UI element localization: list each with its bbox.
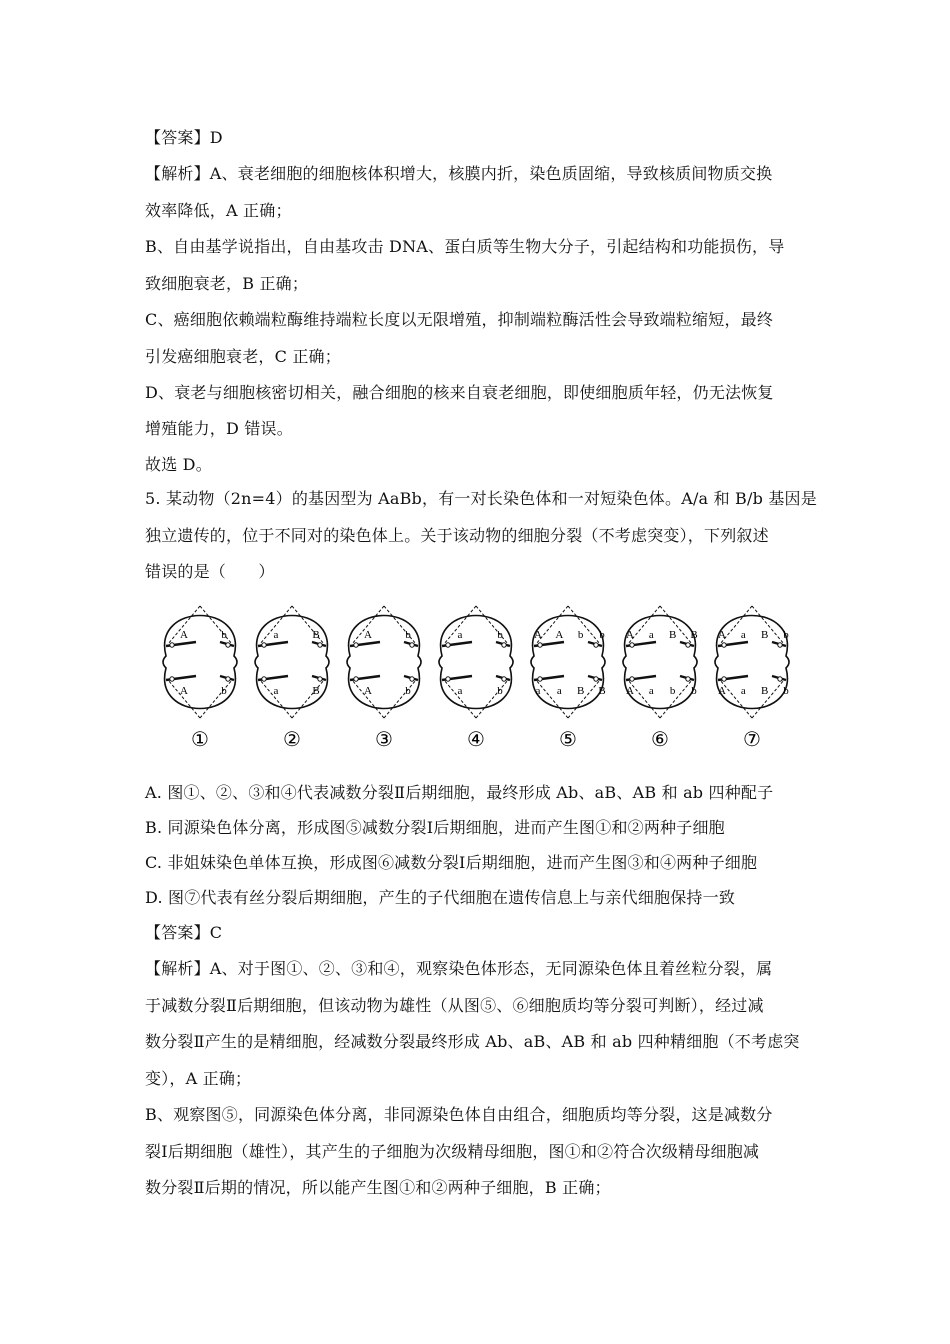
- centromere: [778, 677, 782, 681]
- gene-label: b: [691, 685, 697, 697]
- gene-label: A: [180, 685, 188, 697]
- gene-label: A: [364, 685, 372, 697]
- cell-division-figure: [150, 600, 810, 750]
- gene-label: A: [626, 685, 634, 697]
- figure-number: ①: [191, 727, 209, 750]
- figure-number: ②: [283, 727, 301, 750]
- cell-3: [347, 606, 421, 750]
- gene-label: b: [783, 685, 789, 697]
- cell-4: [439, 606, 513, 750]
- gene-label: b: [497, 629, 503, 641]
- figure-number: ④: [467, 727, 485, 750]
- gene-label: B: [312, 685, 320, 697]
- question-5-line-2: 独立遗传的，位于不同对的染色体上。关于该动物的细胞分裂（不考虑突变），下列叙述: [145, 526, 769, 545]
- spindle-fibers: [628, 606, 692, 718]
- gene-label: A: [626, 629, 634, 641]
- centromere: [170, 677, 174, 681]
- option-b: B. 同源染色体分离，形成图⑤减数分裂Ⅰ后期细胞，进而产生图①和②两种子细胞: [145, 818, 725, 837]
- gene-label: a: [457, 685, 463, 697]
- centromere: [410, 643, 414, 647]
- analysis-2-line-1: 【解析】A、对于图①、②、③和④，观察染色体形态，无同源染色体且着丝粒分裂，属: [145, 959, 773, 978]
- spindle-fibers: [352, 606, 416, 718]
- spindle-fibers: [720, 606, 784, 718]
- centromere: [262, 677, 266, 681]
- question-5-line-3: 错误的是（ ）: [145, 562, 275, 581]
- gene-label: b: [577, 629, 584, 641]
- question-5-line-1: 5. 某动物（2n=4）的基因型为 AaBb，有一对长染色体和一对短染色体。A/a 和 B/b 基因是: [145, 489, 817, 508]
- analysis-1-line-7: D、衰老与细胞核密切相关，融合细胞的核来自衰老细胞，即使细胞质年轻，仍无法恢复: [145, 383, 774, 402]
- gene-label: b: [669, 685, 676, 697]
- gene-label: A: [718, 685, 726, 697]
- analysis-2-line-5: B、观察图⑤，同源染色体分离，非同源染色体自由组合，细胞质均等分裂，这是减数分: [145, 1105, 773, 1124]
- centromere: [502, 677, 506, 681]
- gene-label: B: [312, 629, 320, 641]
- gene-label: a: [273, 629, 279, 641]
- cell-1: [163, 606, 237, 750]
- centromere: [722, 677, 726, 681]
- gene-label: A: [718, 629, 726, 641]
- cell-2: [255, 606, 329, 750]
- option-d: D. 图⑦代表有丝分裂后期细胞，产生的子代细胞在遗传信息上与亲代细胞保持一致: [145, 888, 736, 907]
- analysis-1-line-3: B、自由基学说指出，自由基攻击 DNA、蛋白质等生物大分子，引起结构和功能损伤，导: [145, 237, 785, 256]
- centromere: [354, 677, 358, 681]
- gene-label: A: [534, 629, 542, 641]
- spindle-fibers: [444, 606, 508, 718]
- centromere: [446, 643, 450, 647]
- option-a: A. 图①、②、③和④代表减数分裂Ⅱ后期细胞，最终形成 Ab、aB、AB 和 ab 四种配子: [145, 783, 774, 802]
- gene-label: b: [405, 685, 411, 697]
- gene-label: b: [783, 629, 789, 641]
- centromere: [410, 677, 414, 681]
- cell-membrane: [623, 616, 697, 709]
- gene-label: A: [364, 629, 372, 641]
- centromere: [502, 643, 506, 647]
- centromere: [686, 677, 690, 681]
- gene-label: b: [599, 629, 605, 641]
- centromere: [630, 643, 634, 647]
- gene-label: a: [535, 685, 541, 697]
- centromere: [594, 677, 598, 681]
- cell-membrane: [715, 616, 789, 709]
- spindle-fibers: [536, 606, 600, 718]
- gene-label: a: [740, 685, 746, 697]
- cell-7: [715, 606, 789, 750]
- centromere: [262, 643, 266, 647]
- gene-label: B: [760, 629, 769, 641]
- centromere: [538, 677, 542, 681]
- cell-membrane: [531, 616, 605, 709]
- centromere: [354, 643, 358, 647]
- gene-label: a: [648, 629, 654, 641]
- analysis-1-line-9: 故选 D。: [145, 455, 212, 474]
- gene-label: b: [221, 629, 227, 641]
- option-c: C. 非姐妹染色单体互换，形成图⑥减数分裂Ⅰ后期细胞，进而产生图③和④两种子细胞: [145, 853, 758, 872]
- gene-label: a: [457, 629, 463, 641]
- answer-label-1: 【答案】D: [145, 128, 223, 147]
- gene-label: A: [180, 629, 188, 641]
- gene-label: a: [556, 685, 562, 697]
- centromere: [630, 677, 634, 681]
- analysis-1-line-8: 增殖能力，D 错误。: [145, 419, 293, 438]
- centromere: [318, 643, 322, 647]
- figure-number: ⑦: [743, 727, 761, 750]
- analysis-2-line-3: 数分裂Ⅱ产生的是精细胞，经减数分裂最终形成 Ab、aB、AB 和 ab 四种精细胞（不考虑突: [145, 1032, 800, 1051]
- gene-label: b: [405, 629, 411, 641]
- gene-label: B: [576, 685, 585, 697]
- gene-label: a: [273, 685, 279, 697]
- centromere: [318, 677, 322, 681]
- figure-number: ⑤: [559, 727, 577, 750]
- analysis-2-line-4: 变），A 正确；: [145, 1069, 252, 1088]
- spindle-fibers: [168, 606, 232, 718]
- analysis-1-line-4: 致细胞衰老，B 正确；: [145, 274, 309, 293]
- figure-number: ⑥: [651, 727, 669, 750]
- centromere: [226, 643, 230, 647]
- centromere: [446, 677, 450, 681]
- cell-6: [623, 606, 698, 750]
- analysis-1-line-6: 引发癌细胞衰老，C 正确；: [145, 347, 341, 366]
- analysis-1-line-2: 效率降低，A 正确；: [145, 201, 292, 220]
- analysis-2-line-7: 数分裂Ⅱ后期的情况，所以能产生图①和②两种子细胞，B 正确；: [145, 1178, 611, 1197]
- centromere: [170, 643, 174, 647]
- analysis-1-line-5: C、癌细胞依赖端粒酶维持端粒长度以无限增殖，抑制端粒酶活性会导致端粒缩短，最终: [145, 310, 774, 329]
- gene-label: a: [648, 685, 654, 697]
- centromere: [778, 643, 782, 647]
- centromere: [226, 677, 230, 681]
- centromere: [538, 643, 542, 647]
- cell-5: [531, 606, 606, 750]
- analysis-2-line-6: 裂Ⅰ后期细胞（雄性），其产生的子细胞为次级精母细胞，图①和②符合次级精母细胞减: [145, 1142, 760, 1161]
- answer-label-2: 【答案】C: [145, 923, 223, 942]
- centromere: [686, 643, 690, 647]
- centromere: [722, 643, 726, 647]
- spindle-fibers: [260, 606, 324, 718]
- gene-label: b: [221, 685, 227, 697]
- gene-label: B: [598, 685, 606, 697]
- gene-label: B: [690, 629, 698, 641]
- figure-number: ③: [375, 727, 393, 750]
- gene-label: b: [497, 685, 503, 697]
- analysis-1-line-1: 【解析】A、衰老细胞的细胞核体积增大，核膜内折，染色质固缩，导致核质间物质交换: [145, 164, 773, 183]
- gene-label: B: [668, 629, 677, 641]
- gene-label: A: [555, 629, 564, 641]
- analysis-2-line-2: 于减数分裂Ⅱ后期细胞，但该动物为雄性（从图⑤、⑥细胞质均等分裂可判断），经过减: [145, 996, 764, 1015]
- gene-label: B: [760, 685, 769, 697]
- centromere: [594, 643, 598, 647]
- gene-label: a: [740, 629, 746, 641]
